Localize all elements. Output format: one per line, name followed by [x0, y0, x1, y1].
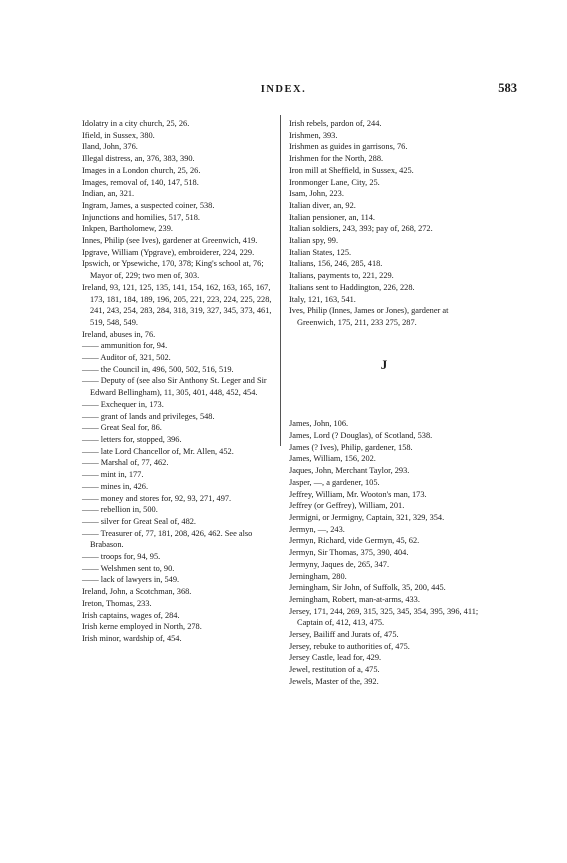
index-entry: —— Exchequer in, 173.	[82, 399, 164, 409]
index-entry: Irish kerne employed in North, 278.	[82, 622, 202, 632]
index-list-j	[289, 418, 479, 687]
index-entry: Ireland, 93, 121, 125, 135, 141, 154, 162, 163, 165, 167, 173, 181, 184, 189, 196, 205, 221, 223, 224, 225, 228, 241, 243, 254, 283, 284, 318, 319, 327, 345, 373, 461, 519, 548, 549.	[82, 282, 272, 327]
index-entry: Irishmen for the North, 288.	[289, 154, 384, 164]
index-entry: —— Treasurer of, 77, 181, 208, 426, 462. See also Brabason.	[82, 528, 253, 550]
index-entry: Isam, John, 223.	[289, 189, 344, 199]
index-entry: Jermyny, Jaques de, 265, 347.	[289, 559, 390, 569]
index-entry: Jerningham, Sir John, of Suffolk, 35, 200, 445.	[289, 583, 446, 593]
index-entry: Italians, payments to, 221, 229.	[289, 271, 394, 281]
index-entry: —— silver for Great Seal of, 482.	[82, 516, 197, 526]
running-header: INDEX.	[260, 84, 307, 95]
index-entry: —— Auditor of, 321, 502.	[82, 353, 171, 363]
index-entry: Italian spy, 99.	[289, 236, 339, 246]
index-entry: Illegal distress, an, 376, 383, 390.	[82, 154, 195, 164]
index-entry: Irish captains, wages of, 284.	[82, 610, 180, 620]
index-entry: Italy, 121, 163, 541.	[289, 294, 356, 304]
index-entry: James, Lord (? Douglas), of Scotland, 538.	[289, 431, 433, 441]
index-entry: Ipswich, or Ypsewiche, 170, 378; King's school at, 76; Mayor of, 229; two men of, 303.	[82, 259, 264, 281]
index-entry: Jersey Castle, lead for, 429.	[289, 653, 382, 663]
index-entry: —— troops for, 94, 95.	[82, 552, 161, 562]
index-entry: Jerningham, 280.	[289, 571, 347, 581]
index-entry: Italians sent to Haddington, 226, 228.	[289, 282, 415, 292]
index-entry: —— the Council in, 496, 500, 502, 516, 519.	[82, 364, 234, 374]
index-entry: Jermyn, Sir Thomas, 375, 390, 404.	[289, 548, 409, 558]
index-entry: Ifield, in Sussex, 380.	[82, 130, 155, 140]
index-entry: —— mines in, 426.	[82, 481, 149, 491]
section-letter-j: J	[380, 356, 388, 372]
index-entry: —— grant of lands and privileges, 548.	[82, 411, 215, 421]
index-entry: —— late Lord Chancellor of, Mr. Allen, 452.	[82, 446, 234, 456]
index-entry: Images in a London church, 25, 26.	[82, 165, 201, 175]
index-entry: Jersey, 171, 244, 269, 315, 325, 345, 354, 395, 396, 411; Captain of, 412, 413, 475.	[289, 606, 479, 628]
index-entry: Irish minor, wardship of, 454.	[82, 633, 182, 643]
index-entry: Irishmen, 393.	[289, 130, 338, 140]
index-entry: Jerningham, Robert, man-at-arms, 433.	[289, 594, 420, 604]
index-entry: —— rebellion in, 500.	[82, 505, 158, 515]
index-column-right	[289, 118, 479, 688]
index-entry: James (? Ives), Philip, gardener, 158.	[289, 442, 413, 452]
index-entry: —— Deputy of (see also Sir Anthony St. Leger and Sir Edward Bellingham), 11, 305, 401, 448, 452, 454.	[82, 376, 267, 398]
index-entry: Jermigni, or Jermigny, Captain, 321, 329, 354.	[289, 512, 445, 522]
index-entry: Irish rebels, pardon of, 244.	[289, 119, 382, 128]
column-divider	[280, 115, 281, 446]
index-entry: —— money and stores for, 92, 93, 271, 497.	[82, 493, 232, 503]
index-entry: Jaques, John, Merchant Taylor, 293.	[289, 466, 410, 476]
index-entry: Jersey, Bailiff and Jurats of, 475.	[289, 630, 399, 640]
index-entry: Jermyn, —, 243.	[289, 524, 345, 534]
index-entry: Italians, 156, 246, 285, 418.	[289, 259, 383, 269]
index-entry: Injunctions and homilies, 517, 518.	[82, 212, 200, 222]
index-entry: Italian pensioner, an, 114.	[289, 212, 376, 222]
index-entry: Ipgrave, William (Ypgrave), embroiderer, 224, 229.	[82, 247, 255, 257]
index-entry: Iland, John, 376.	[82, 142, 138, 152]
index-entry: Jewels, Master of the, 392.	[289, 676, 379, 686]
index-entry: James, John, 106.	[289, 419, 349, 429]
index-entry: Jersey, rebuke to authorities of, 475.	[289, 641, 410, 651]
index-entry: —— mint in, 177.	[82, 470, 144, 480]
index-entry: Jeffrey, William, Mr. Wooton's man, 173.	[289, 489, 427, 499]
index-entry: Jermyn, Richard, vide Germyn, 45, 62.	[289, 536, 420, 546]
index-entry: Inkpen, Bartholomew, 239.	[82, 224, 173, 234]
index-entry: —— letters for, stopped, 396.	[82, 434, 182, 444]
index-list-i	[289, 118, 479, 329]
index-entry: Indian, an, 321.	[82, 189, 135, 199]
index-entry: Italian diver, an, 92.	[289, 200, 356, 210]
index-entry: Jeffrey (or Geffrey), William, 201.	[289, 501, 405, 511]
index-entry: Italian States, 125.	[289, 247, 352, 257]
index-entry: Iron mill at Sheffield, in Sussex, 425.	[289, 165, 414, 175]
page-number: 583	[498, 81, 517, 95]
index-column-left	[82, 118, 272, 645]
index-entry: Ireland, abuses in, 76.	[82, 329, 156, 339]
index-entry: Ireland, John, a Scotchman, 368.	[82, 587, 192, 597]
index-entry: Ives, Philip (Innes, James or Jones), gardener at Greenwich, 175, 211, 233 275, 287.	[289, 306, 449, 327]
index-entry: —— Welshmen sent to, 90.	[82, 563, 175, 573]
index-entry: Italian soldiers, 243, 393; pay of, 268, 272.	[289, 224, 433, 234]
index-entry: Idolatry in a city church, 25, 26.	[82, 119, 190, 128]
index-entry: James, William, 156, 202.	[289, 454, 376, 464]
index-entry: Ireton, Thomas, 233.	[82, 598, 152, 608]
index-entry: Irishmen as guides in garrisons, 76.	[289, 142, 408, 152]
index-entry: Jewel, restitution of a, 475.	[289, 665, 380, 675]
index-entry: —— Marshal of, 77, 462.	[82, 458, 169, 468]
index-entry: Innes, Philip (see Ives), gardener at Greenwich, 419.	[82, 236, 258, 246]
index-entry: Ironmonger Lane, City, 25.	[289, 177, 380, 187]
index-entry: —— lack of lawyers in, 549.	[82, 575, 180, 585]
index-entry: —— ammunition for, 94.	[82, 341, 168, 351]
index-entry: —— Great Seal for, 86.	[82, 423, 162, 433]
index-entry: Images, removal of, 140, 147, 518.	[82, 177, 199, 187]
index-entry: Ingram, James, a suspected coiner, 538.	[82, 200, 215, 210]
index-entry: Jasper, —, a gardener, 105.	[289, 477, 380, 487]
